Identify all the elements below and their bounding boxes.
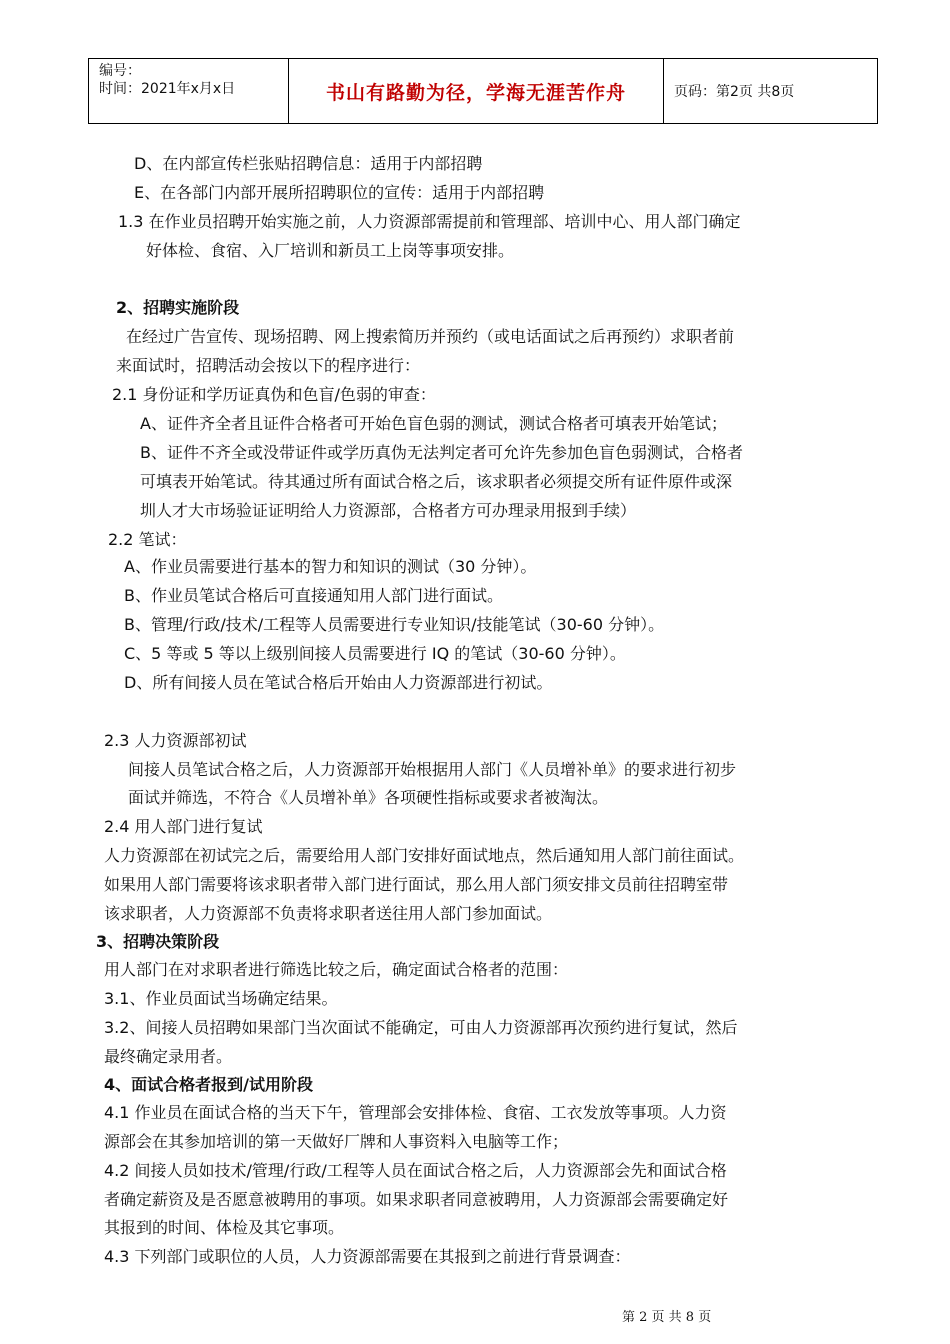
text-line: 3.1、作业员面试当场确定结果。 <box>104 989 338 1008</box>
text-line: E、在各部门内部开展所招聘职位的宣传：适用于内部招聘 <box>134 183 545 202</box>
text-line: A、证件齐全者且证件合格者可开始色盲色弱的测试，测试合格者可填表开始笔试； <box>140 414 727 433</box>
text-line: 面试并筛选，不符合《人员增补单》各项硬性指标或要求者被淘汰。 <box>128 788 609 807</box>
text-line: 2.2 笔试： <box>108 530 187 549</box>
text-line: 如果用人部门需要将该求职者带入部门进行面试，那么用人部门须安排文员前往招聘室带 <box>104 875 729 894</box>
text-line: D、在内部宣传栏张贴招聘信息：适用于内部招聘 <box>134 154 483 173</box>
text-line: 3.2、间接人员招聘如果部门当次面试不能确定，可由人力资源部再次预约进行复试，然后 <box>104 1018 738 1037</box>
header-page-number: 页码：第2页 共8页 <box>674 84 795 100</box>
text-line: 4.3 下列部门或职位的人员，人力资源部需要在其报到之前进行背景调查： <box>104 1247 631 1266</box>
text-line: 4.1 作业员在面试合格的当天下午，管理部会安排体检、食宿、工衣发放等事项。人力资 <box>104 1103 727 1122</box>
section-heading: 4、面试合格者报到/试用阶段 <box>104 1075 313 1094</box>
text-line: 该求职者，人力资源部不负责将求职者送往用人部门参加面试。 <box>104 904 553 923</box>
text-line: B、作业员笔试合格后可直接通知用人部门进行面试。 <box>124 586 503 605</box>
header-table <box>88 58 878 124</box>
text-line: 来面试时，招聘活动会按以下的程序进行： <box>116 356 421 375</box>
text-line: 用人部门在对求职者进行筛选比较之后，确定面试合格者的范围： <box>104 960 569 979</box>
text-line: 可填表开始笔试。待其通过所有面试合格之后，该求职者必须提交所有证件原件或深 <box>140 472 733 491</box>
text-line: 2.3 人力资源部初试 <box>104 731 247 750</box>
text-line: 其报到的时间、体检及其它事项。 <box>104 1218 345 1237</box>
text-line: 2.4 用人部门进行复试 <box>104 817 263 836</box>
text-line: C、5 等或 5 等以上级别间接人员需要进行 IQ 的笔试（30-60 分钟）。 <box>124 644 626 663</box>
text-line: 者确定薪资及是否愿意被聘用的事项。如果求职者同意被聘用，人力资源部会需要确定好 <box>104 1190 729 1209</box>
text-line: 4.2 间接人员如技术/管理/行政/工程等人员在面试合格之后，人力资源部会先和面试合格 <box>104 1161 727 1180</box>
section-heading: 2、招聘实施阶段 <box>116 298 240 317</box>
text-line: 在经过广告宣传、现场招聘、网上搜索简历并预约（或电话面试之后再预约）求职者前 <box>126 327 735 346</box>
text-line: 好体检、食宿、入厂培训和新员工上岗等事项安排。 <box>146 241 515 260</box>
text-line: B、证件不齐全或没带证件或学历真伪无法判定者可允许先参加色盲色弱测试，合格者 <box>140 443 743 462</box>
text-line: B、管理/行政/技术/工程等人员需要进行专业知识/技能笔试（30-60 分钟）。 <box>124 615 665 634</box>
text-line: 人力资源部在初试完之后，需要给用人部门安排好面试地点，然后通知用人部门前往面试。 <box>104 846 745 865</box>
text-line: D、所有间接人员在笔试合格后开始由人力资源部进行初试。 <box>124 673 553 692</box>
text-line: A、作业员需要进行基本的智力和知识的测试（30 分钟）。 <box>124 557 537 576</box>
text-line: 间接人员笔试合格之后，人力资源部开始根据用人部门《人员增补单》的要求进行初步 <box>128 760 737 779</box>
date-label: 时间：2021年x月x日 <box>99 81 236 97</box>
text-line: 1.3 在作业员招聘开始实施之前，人力资源部需提前和管理部、培训中心、用人部门确定 <box>118 212 741 231</box>
serial-label: 编号： <box>99 63 141 79</box>
page-footer: 第 2 页 共 8 页 <box>622 1310 712 1325</box>
text-line: 源部会在其参加培训的第一天做好厂牌和人事资料入电脑等工作； <box>104 1132 569 1151</box>
text-line: 最终确定录用者。 <box>104 1047 233 1066</box>
text-line: 圳人才大市场验证证明给人力资源部，合格者方可办理录用报到手续） <box>140 501 637 520</box>
section-heading: 3、招聘决策阶段 <box>96 932 220 951</box>
header-meta <box>89 59 289 123</box>
header-motto: 书山有路勤为径，学海无涯苦作舟 <box>289 59 664 123</box>
text-line: 2.1 身份证和学历证真伪和色盲/色弱的审查： <box>112 385 436 404</box>
